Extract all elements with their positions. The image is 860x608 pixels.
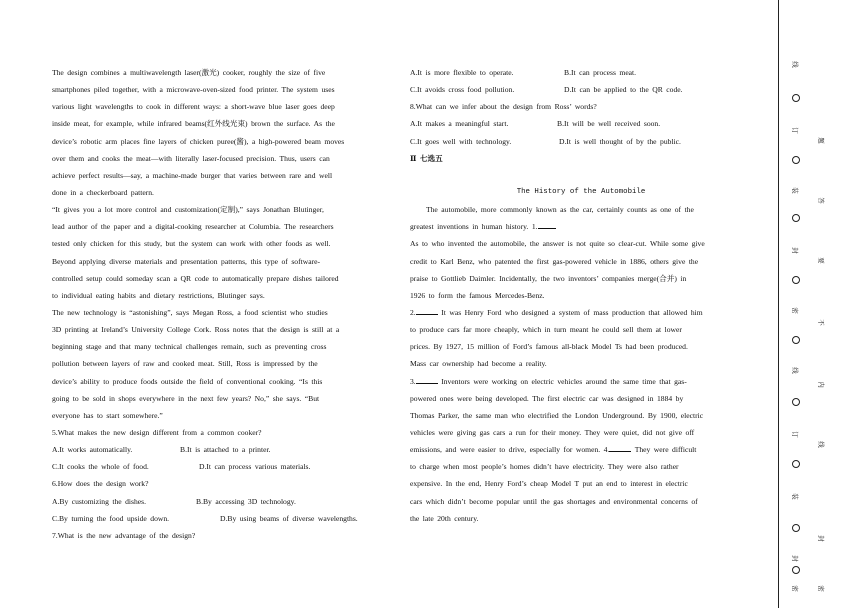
option-d[interactable]: D.By using beams of diverse wavelengths. — [220, 513, 358, 523]
question-8-stem: 8.What can we infer about the design from Ross’ words? — [410, 102, 597, 112]
passage-line: beginning stage and that many technical challenges remain, such as preventing cross — [52, 342, 327, 352]
passage-text: It was Henry Ford who designed a system of mass production that allowed him — [437, 307, 703, 317]
option-b[interactable]: B.It is attached to a printer. — [180, 445, 271, 455]
question-7-options-ab — [410, 64, 752, 81]
binding-hole — [792, 460, 800, 468]
margin-char: 密 — [816, 585, 825, 592]
passage-text: emissions, and were easier to drive, especially for women. 4. — [410, 445, 610, 455]
passage-line: to individual eating habits and dietary restrictions, Blutinger says. — [52, 290, 265, 300]
passage-line: As to who invented the automobile, the answer is not quite so clear-cut. While some give — [410, 239, 705, 249]
margin-char: 密 — [790, 307, 799, 314]
passage-line: everyone has to start somewhere.” — [52, 410, 163, 420]
option-c[interactable]: C.By turning the food upside down. — [52, 513, 170, 523]
section-title: Ⅱ 七选五 — [410, 153, 443, 163]
option-c[interactable]: C.It avoids cross food pollution. — [410, 85, 515, 95]
blank-number: 3. — [410, 376, 416, 386]
passage-line: 3D printing at Ireland’s University College Cork. Ross notes that the design is still at a — [52, 325, 340, 335]
spacer-line — [410, 167, 752, 184]
passage-line — [410, 304, 752, 321]
passage-line: various light wavelengths to cook in different ways: a short-wave blue laser goes deep — [52, 102, 335, 112]
passage-line: tested only chicken for this study, but the system can work with other foods as well. — [52, 239, 331, 249]
binding-margin — [782, 0, 860, 608]
binding-hole — [792, 336, 800, 344]
question-6-options-ab — [52, 493, 388, 510]
margin-char: 线 — [790, 61, 799, 68]
passage-line: device’s robotic arm places fine layers of chicken puree(酱), a high-powered beam moves — [52, 136, 345, 146]
margin-char: 线 — [790, 367, 799, 374]
option-b[interactable]: B.It will be well received soon. — [557, 119, 661, 129]
passage-text: Inventors were working on electric vehicles around the same time that gas- — [437, 376, 687, 386]
option-c[interactable]: C.It cooks the whole of food. — [52, 462, 149, 472]
passage-line: inside meat, for example, while infrared beams(红外线光束) brown the surface. As the — [52, 119, 335, 129]
answer-blank-2[interactable] — [416, 314, 438, 315]
margin-char: 装 — [790, 187, 799, 194]
blank-number: 2. — [410, 307, 416, 317]
passage-line: Mass car ownership had become a reality. — [410, 359, 547, 369]
option-c[interactable]: C.It goes well with technology. — [410, 136, 512, 146]
binding-hole — [792, 276, 800, 284]
passage-line: going to be sold in shops everywhere in the next few years? No,” she says. “But — [52, 393, 320, 403]
question-7-options-cd — [410, 81, 752, 98]
binding-hole — [792, 398, 800, 406]
option-a[interactable]: A.It makes a meaningful start. — [410, 119, 509, 129]
passage-line — [410, 441, 752, 458]
passage-text: greatest inventions in human history. 1. — [410, 222, 538, 232]
question-5-stem: 5.What makes the new design different from a common cooker? — [52, 427, 262, 437]
article-title: The History of the Automobile — [516, 187, 646, 196]
option-b[interactable]: B.By accessing 3D technology. — [196, 496, 296, 506]
passage-line: device’s ability to produce foods outside the field of conventional cooking. “Is this — [52, 376, 323, 386]
passage-line: pollution between layers of raw and cooked meat. Still, Ross is impressed by the — [52, 359, 318, 369]
passage-line: credit to Karl Benz, who patented the first gas-powered vehicle in 1886, others give the — [410, 256, 699, 266]
passage-line: smartphones piled together, with a microwave-oven-sized food printer. The system uses — [52, 85, 335, 95]
passage-line: The design combines a multiwavelength laser(激光) cooker, roughly the size of five — [52, 68, 326, 77]
binding-hole — [792, 214, 800, 222]
question-8-options-cd — [410, 133, 752, 150]
margin-char: 订 — [790, 431, 799, 438]
binding-hole — [792, 94, 800, 102]
passage-line: controlled setup could someday scan a QR code to automatically prepare dishes tailored — [52, 273, 339, 283]
margin-char: 密 — [790, 585, 799, 592]
passage-line: praise to Gottlieb Daimler. Incidentally, the two inventors’ companies merge(合并) in — [410, 273, 687, 283]
question-6-options-cd — [52, 510, 388, 527]
binding-line — [778, 0, 779, 608]
answer-blank-3[interactable] — [416, 383, 438, 384]
option-d[interactable]: D.It can process various materials. — [199, 462, 311, 472]
passage-line — [410, 373, 752, 390]
right-column — [410, 64, 752, 527]
passage-line: prices. By 1927, 15 million of Ford’s famous all-black Model Ts had been produced. — [410, 342, 688, 352]
option-d[interactable]: D.It is well thought of by the public. — [559, 136, 681, 146]
margin-char: 封 — [790, 247, 799, 254]
question-7-stem: 7.What is the new advantage of the design? — [52, 530, 196, 540]
passage-line: to produce cars far more cheaply, which in turn meant he could sell them at lower — [410, 325, 682, 335]
passage-line: cars which didn’t become popular until the gas shortages and environmental concerns of — [410, 496, 698, 506]
option-a[interactable]: A.It works automatically. — [52, 445, 133, 455]
margin-char: 线 — [816, 441, 825, 448]
binding-hole — [792, 156, 800, 164]
passage-line: “It gives you a lot more control and customization(定制),” says Jonathan Blutinger, — [52, 205, 324, 215]
question-6-stem: 6.How does the design work? — [52, 479, 149, 489]
passage-line: vehicles were giving gas cars a run for their money. They were quiet, did not give off — [410, 427, 695, 437]
passage-line: the late 20th century. — [410, 513, 479, 523]
margin-char: 不 — [816, 319, 825, 326]
passage-text: They were difficult — [631, 445, 697, 455]
margin-char: 要 — [816, 257, 825, 264]
binding-hole — [792, 524, 800, 532]
margin-char: 订 — [790, 127, 799, 134]
question-8-options-ab — [410, 115, 752, 132]
passage-line: achieve perfect results—say, a machine-made burger that varies between rare and well — [52, 170, 333, 180]
passage-line: Thomas Parker, the same man who electrified the London Underground. By 1900, electric — [410, 410, 704, 420]
passage-line: to charge when most people’s homes didn’t have electricity. They were also rather — [410, 462, 679, 472]
passage-line: The automobile, more commonly known as the car, certainly counts as one of the — [426, 205, 694, 215]
question-5-options-ab — [52, 441, 388, 458]
passage-line — [410, 218, 752, 235]
passage-line: Beyond applying diverse materials and presentation patterns, this type of software- — [52, 256, 320, 266]
question-5-options-cd — [52, 458, 388, 475]
passage-line: lead author of the paper and a digital-cooking researcher at Columbia. The researchers — [52, 222, 334, 232]
passage-line: 1926 to form the famous Mercedes-Benz. — [410, 290, 545, 300]
option-b[interactable]: B.It can process meat. — [564, 68, 637, 77]
answer-blank-4[interactable] — [609, 451, 631, 452]
margin-char: 封 — [790, 555, 799, 562]
passage-line: The new technology is “astonishing”, says Megan Ross, a food scientist who studies — [52, 307, 328, 317]
passage-line: done in a checkerboard pattern. — [52, 187, 154, 197]
margin-char: 答 — [816, 197, 825, 204]
margin-char: 内 — [816, 381, 825, 388]
passage-line: powered ones were being developed. The first electric car was designed in 1884 by — [410, 393, 684, 403]
margin-char: 封 — [816, 535, 825, 542]
binding-hole — [792, 566, 800, 574]
option-a[interactable]: A.By customizing the dishes. — [52, 496, 147, 506]
answer-blank-1[interactable] — [538, 228, 556, 229]
margin-char: 题 — [816, 137, 825, 144]
left-column — [52, 64, 388, 544]
margin-char: 装 — [790, 493, 799, 500]
passage-line: over them and cooks the meat—with literally laser-focused precision. Thus, users can — [52, 153, 330, 163]
passage-line: expensive. In the end, Henry Ford’s cheap Model T put an end to interest in electric — [410, 479, 688, 489]
option-d[interactable]: D.It can be applied to the QR code. — [564, 85, 683, 95]
option-a[interactable]: A.It is more flexible to operate. — [410, 68, 514, 77]
